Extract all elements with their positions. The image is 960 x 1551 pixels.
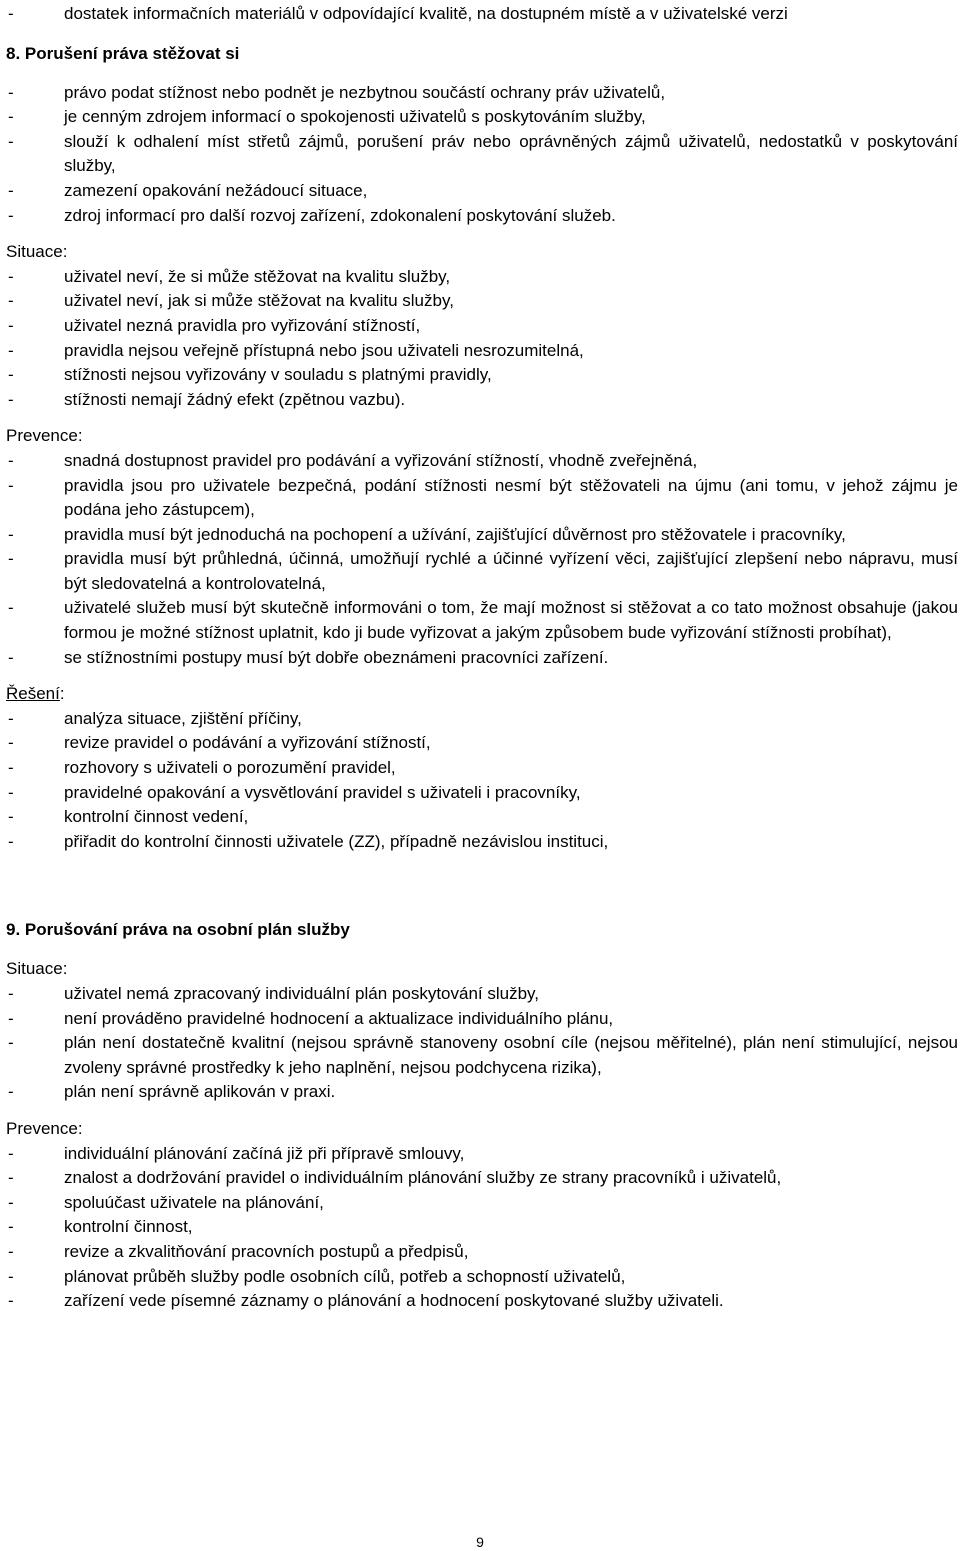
list-item (6, 982, 958, 1007)
list-item (6, 81, 958, 106)
section-8-prevence-label: Prevence: (6, 426, 83, 446)
list-dash: - (8, 647, 14, 667)
list-item-text: stížnosti nejsou vyřizovány v souladu s platnými pravidly, (64, 365, 492, 385)
list-item (6, 646, 958, 671)
list-item-text: znalost a dodržování pravidel o individuálním plánování služby ze strany pracovníků i uživatelů, (64, 1168, 782, 1188)
list-item-text: zamezení opakování nežádoucí situace, (64, 180, 368, 200)
list-dash: - (8, 82, 14, 102)
list-item-text: uživatel neví, jak si může stěžovat na kvalitu služby, (64, 291, 454, 311)
list-item (6, 2, 958, 27)
list-dash: - (8, 1217, 14, 1237)
list-item (6, 388, 958, 413)
list-item-text: spoluúčast uživatele na plánování, (64, 1192, 324, 1212)
section-8-situace-list (6, 265, 958, 413)
list-item-text: pravidla musí být jednoduchá na pochopení a užívání, zajišťující důvěrnost pro stěžovatele i pracovníky, (64, 524, 846, 544)
section-8-reseni-list (6, 707, 958, 855)
list-item (6, 805, 958, 830)
list-item-text: se stížnostními postupy musí být dobře obeznámeni pracovníci zařízení. (64, 647, 609, 667)
list-item-text: uživatelé služeb musí být skutečně informováni o tom, že mají možnost si stěžovat a co tato možnost obsahuje (jakou formou je možné stížnost uplatnit, kdo ji bude vyřizovat a jakým způsobem bude vyřizování stížnosti probíhat), (64, 598, 958, 643)
list-dash: - (8, 758, 14, 778)
list-item-text: uživatel neví, že si může stěžovat na kvalitu služby, (64, 266, 451, 286)
list-dash: - (8, 1143, 14, 1163)
list-item (6, 265, 958, 290)
list-dash: - (8, 549, 14, 569)
list-dash: - (8, 107, 14, 127)
list-dash: - (8, 1266, 14, 1286)
list-item-text: uživatel nemá zpracovaný individuální plán poskytování služby, (64, 984, 540, 1003)
list-dash: - (8, 708, 14, 728)
list-item (6, 179, 958, 204)
list-item (6, 339, 958, 364)
section-9-situace-list (6, 982, 958, 1105)
list-item (6, 756, 958, 781)
list-item-text: zařízení vede písemné záznamy o plánování a hodnocení poskytované služby uživateli. (64, 1291, 724, 1311)
list-item (6, 1166, 958, 1191)
list-item-text: kontrolní činnost, (64, 1217, 193, 1237)
list-dash: - (8, 475, 14, 495)
list-item (6, 204, 958, 229)
list-item-text: pravidla musí být průhledná, účinná, umožňují rychlé a účinné vyřízení věci, zajišťující zlepšení nebo nápravu, musí být sledovatelná a kontrolovatelná, (64, 549, 958, 593)
list-item (6, 105, 958, 130)
list-item-text: právo podat stížnost nebo podnět je nezbytnou součástí ochrany práv uživatelů, (64, 82, 666, 102)
list-dash: - (8, 450, 14, 470)
list-item (6, 289, 958, 314)
section-9-prevence-list (6, 1142, 958, 1314)
section-9-situace-label: Situace: (6, 959, 68, 979)
section-8-situace-label: Situace: (6, 242, 68, 262)
list-item-text: rozhovory s uživateli o porozumění pravidel, (64, 758, 396, 778)
list-item-text: slouží k odhalení míst střetů zájmů, porušení práv nebo oprávněných zájmů uživatelů, nedostatků v poskytování služby, (64, 131, 958, 176)
list-dash: - (8, 831, 14, 851)
list-item (6, 130, 958, 179)
list-dash: - (8, 131, 14, 151)
list-dash: - (8, 1241, 14, 1261)
list-item-text: individuální plánování začíná již při přípravě smlouvy, (64, 1143, 465, 1163)
list-item (6, 474, 958, 523)
list-item (6, 1142, 958, 1167)
list-item (6, 596, 958, 645)
list-item (6, 363, 958, 388)
list-item-text: kontrolní činnost vedení, (64, 807, 249, 827)
list-item-text: není prováděno pravidelné hodnocení a aktualizace individuálního plánu, (64, 1008, 614, 1028)
list-item (6, 1265, 958, 1290)
list-dash: - (8, 733, 14, 753)
section-8-intro-list (6, 81, 958, 229)
list-item-text: zdroj informací pro další rozvoj zařízení, zdokonalení poskytování služeb. (64, 205, 616, 225)
document-page (6, 2, 958, 1314)
list-dash: - (8, 365, 14, 385)
list-item-text: plán není správně aplikován v praxi. (64, 1082, 336, 1102)
list-dash: - (8, 315, 14, 335)
list-dash: - (8, 389, 14, 409)
section-9-prevence-label: Prevence: (6, 1118, 83, 1138)
list-item-text: snadná dostupnost pravidel pro podávání a vyřizování stížností, vhodně zveřejněná, (64, 450, 698, 470)
list-dash: - (8, 1082, 14, 1102)
list-item (6, 449, 958, 474)
list-item-text: pravidla jsou pro uživatele bezpečná, podání stížnosti nesmí být stěžovateli na újmu (ani tomu, v jehož zájmu je podána jeho zástupcem), (64, 475, 958, 520)
list-dash: - (8, 524, 14, 544)
list-dash: - (8, 1033, 14, 1053)
top-list (6, 2, 958, 27)
list-item-text: pravidla nejsou veřejně přístupná nebo jsou uživateli nesrozumitelná, (64, 340, 584, 360)
list-dash: - (8, 205, 14, 225)
list-item (6, 1240, 958, 1265)
list-item (6, 1289, 958, 1314)
list-dash: - (8, 340, 14, 360)
list-dash: - (8, 807, 14, 827)
list-dash: - (8, 4, 14, 23)
list-item (6, 731, 958, 756)
section-8-reseni-label: Řešení: (6, 684, 65, 704)
list-dash: - (8, 598, 14, 618)
list-dash: - (8, 266, 14, 286)
list-item (6, 1007, 958, 1032)
list-dash: - (8, 1168, 14, 1188)
section-9-heading: 9. Porušování práva na osobní plán služby (6, 920, 350, 940)
list-item (6, 1031, 958, 1080)
list-item-text: plánovat průběh služby podle osobních cílů, potřeb a schopností uživatelů, (64, 1266, 626, 1286)
list-item-text: analýza situace, zjištění příčiny, (64, 708, 302, 728)
list-item (6, 781, 958, 806)
page-number: 9 (476, 1534, 484, 1550)
list-item-text: pravidelné opakování a vysvětlování pravidel s uživateli i pracovníky, (64, 782, 581, 802)
section-8-heading: 8. Porušení práva stěžovat si (6, 43, 240, 63)
list-item-text: uživatel nezná pravidla pro vyřizování stížností, (64, 315, 421, 335)
list-item (6, 547, 958, 596)
list-item (6, 707, 958, 732)
list-dash: - (8, 180, 14, 200)
list-item (6, 523, 958, 548)
list-item-text: revize pravidel o podávání a vyřizování stížností, (64, 733, 431, 753)
list-item-text: stížnosti nemají žádný efekt (zpětnou vazbu). (64, 389, 406, 409)
list-item-text: revize a zkvalitňování pracovních postupů a předpisů, (64, 1241, 469, 1261)
list-item-text: je cenným zdrojem informací o spokojenosti uživatelů s poskytováním služby, (64, 107, 646, 127)
section-8-prevence-list (6, 449, 958, 670)
list-dash: - (8, 984, 14, 1003)
list-item-text: přiřadit do kontrolní činnosti uživatele (ZZ), případně nezávislou instituci, (64, 831, 609, 851)
list-dash: - (8, 1192, 14, 1212)
list-item (6, 1215, 958, 1240)
list-item (6, 1191, 958, 1216)
list-item-text: plán není dostatečně kvalitní (nejsou správně stanoveny osobní cíle (nejsou měřitelné), plán není stimulující, nejsou zvoleny správné prostředky k jeho naplnění, nejsou podchycena rizika), (64, 1033, 958, 1077)
list-dash: - (8, 1291, 14, 1311)
list-item-text: dostatek informačních materiálů v odpovídající kvalitě, na dostupném místě a v uživatelské verzi (64, 4, 788, 23)
list-item (6, 314, 958, 339)
list-dash: - (8, 782, 14, 802)
list-item (6, 1080, 958, 1105)
list-dash: - (8, 1008, 14, 1028)
list-item (6, 830, 958, 855)
list-dash: - (8, 291, 14, 311)
